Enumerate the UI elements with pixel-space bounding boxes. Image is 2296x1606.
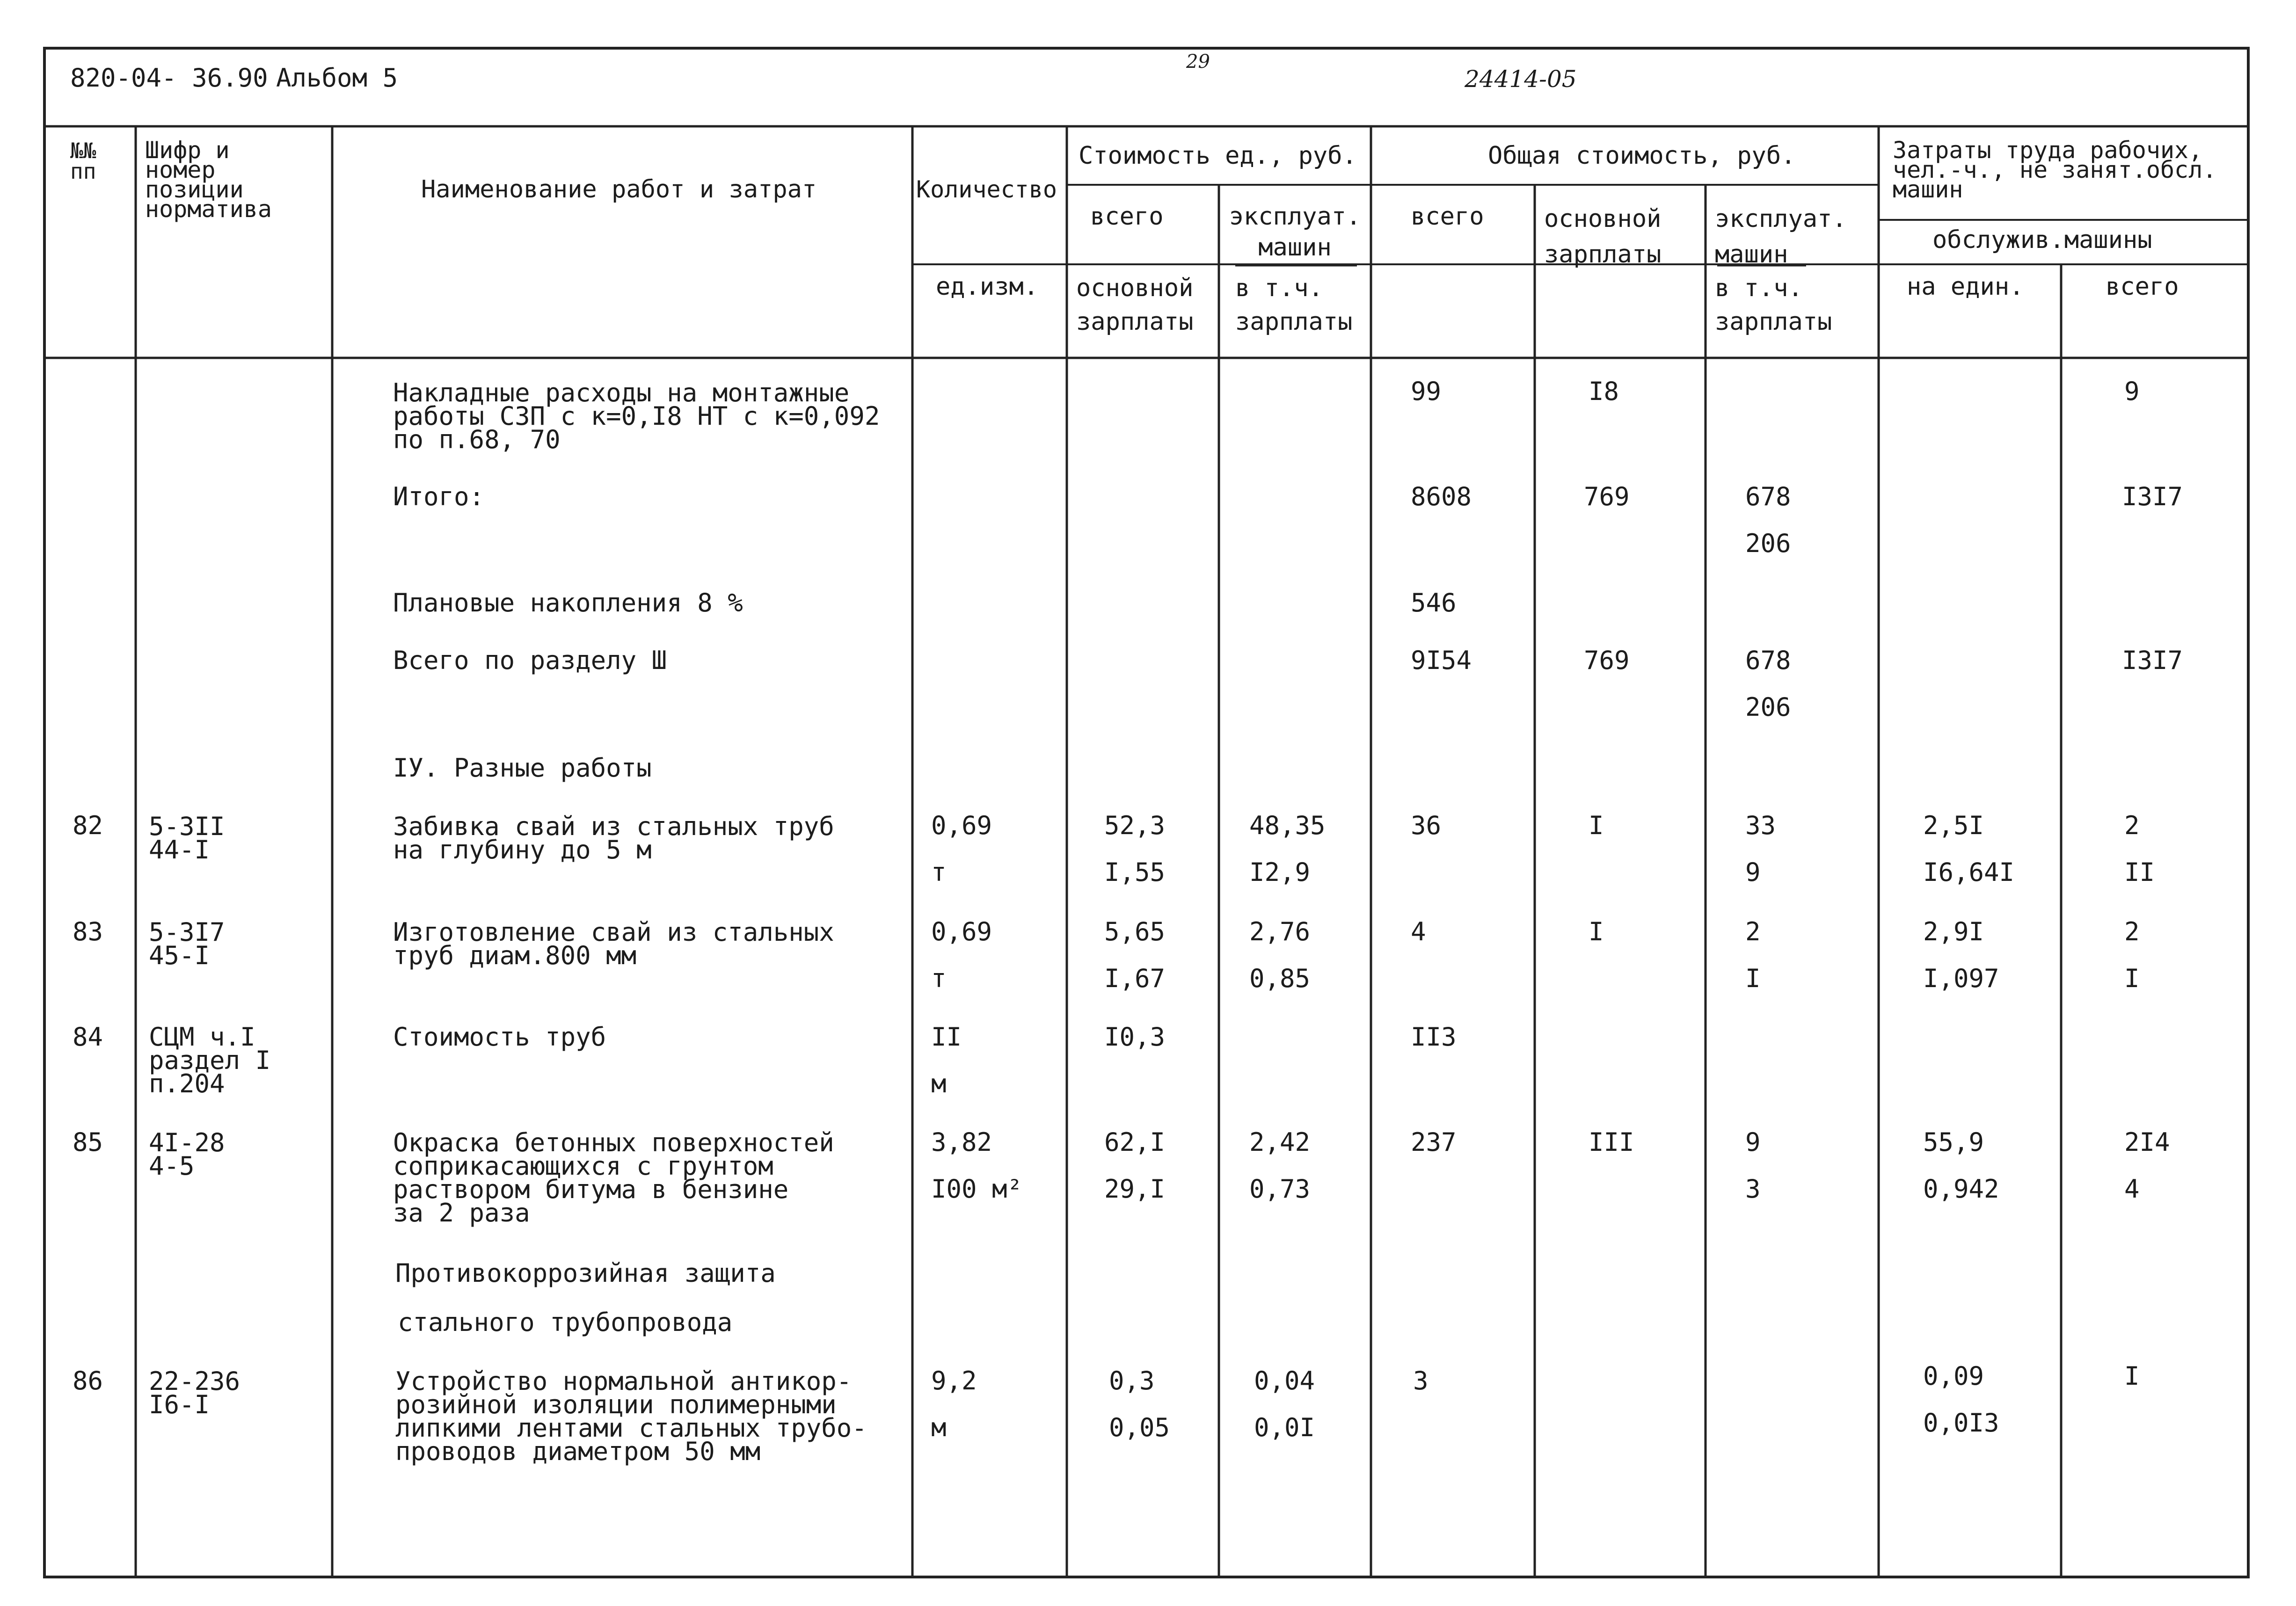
quantity: 3,82 — [931, 1127, 992, 1157]
col-total-basic-wage-header: основной зарплаты — [1544, 205, 1662, 269]
unit-basic-wage: I,55 — [1104, 858, 1166, 887]
album-label: Альбом 5 — [276, 63, 398, 93]
total-basic-wage: I — [1589, 811, 1604, 840]
unit-total: 5,65 — [1104, 917, 1166, 946]
labor-total-service: II — [2124, 858, 2155, 887]
row-number: 83 — [73, 917, 103, 946]
col-labor-per-unit-header: на един. — [1907, 273, 2024, 301]
total-basic-wage: I8 — [1589, 377, 1619, 406]
labor-per-unit: 0,09 — [1923, 1361, 1984, 1391]
labor-per-unit: 2,5I — [1923, 811, 1984, 840]
quantity: 9,2 — [931, 1366, 977, 1395]
row-number: 82 — [73, 811, 103, 840]
labor-per-unit: 55,9 — [1923, 1127, 1984, 1157]
unit-machine: 48,35 — [1249, 811, 1326, 840]
row-name: Накладные расходы на монтажные работы СЗП с к=0,I8 НТ с к=0,092 по п.68, 70 — [393, 378, 880, 454]
col-labor-header: Затраты труда рабочих, чел.-ч., не занят.обсл. машин — [1893, 137, 2217, 203]
row-number: 84 — [73, 1022, 103, 1052]
unit: I00 м² — [931, 1174, 1023, 1204]
col-qty-header: Количество — [916, 176, 1057, 203]
total-all: 237 — [1411, 1127, 1457, 1157]
unit: м — [931, 1069, 947, 1098]
labor-per-unit-service: I6,64I — [1923, 858, 2015, 887]
labor-total: I — [2124, 1361, 2140, 1391]
col-unit-basic-wage-header: основной зарплаты — [1076, 274, 1194, 336]
unit-machine: 2,42 — [1249, 1127, 1311, 1157]
subsection-heading: Противокоррозийная защита — [395, 1258, 776, 1288]
row-name: Окраска бетонных поверхностей соприкасающихся с грунтом раствором битума в бензине за 2 раза — [393, 1128, 834, 1228]
labor-total: 2I4 — [2124, 1127, 2170, 1157]
unit: т — [931, 964, 947, 993]
col-unit-incl-wage-header: в т.ч. зарплаты — [1235, 274, 1353, 336]
col-unit-cost-header: Стоимость ед., руб. — [1079, 142, 1357, 170]
labor-total: 2 — [2124, 917, 2140, 946]
labor-per-unit-service: 0,0I3 — [1923, 1408, 1999, 1438]
labor-total-service: I — [2124, 964, 2140, 993]
total-basic-wage: 769 — [1584, 646, 1630, 675]
col-total-machine-header: эксплуат. машин — [1715, 205, 1847, 269]
total-all: 9I54 — [1411, 646, 1472, 675]
row-code: 5-3I7 45-I — [149, 917, 225, 970]
total-all: 36 — [1411, 811, 1442, 840]
row-name: Плановые накопления 8 % — [393, 588, 743, 618]
total-machine: 678 — [1745, 482, 1791, 511]
labor-per-unit-service: I,097 — [1923, 964, 1999, 993]
total-incl-wage: 3 — [1745, 1174, 1761, 1204]
row-code: 4I-28 4-5 — [149, 1128, 225, 1181]
total-machine: 678 — [1745, 646, 1791, 675]
total-all: 546 — [1411, 588, 1457, 618]
unit-total: 0,3 — [1109, 1366, 1155, 1395]
total-all: 99 — [1411, 377, 1442, 406]
unit: м — [931, 1413, 947, 1442]
row-name: Стоимость труб — [393, 1022, 606, 1052]
unit-incl-wage: 0,0I — [1254, 1413, 1315, 1442]
col-labor-service-header: обслужив.машины — [1932, 226, 2152, 254]
labor-total-service: 4 — [2124, 1174, 2140, 1204]
unit-incl-wage: I2,9 — [1249, 858, 1311, 887]
col-num-header: №№ пп — [70, 138, 96, 184]
col-code-header: Шифр и номер позиции норматива — [145, 137, 272, 223]
quantity: 0,69 — [931, 917, 992, 946]
total-machine: 33 — [1745, 811, 1776, 840]
row-code: 22-236 I6-I — [149, 1366, 241, 1419]
row-name: Забивка свай из стальных труб на глубину до 5 м — [393, 812, 834, 865]
labor-total: I3I7 — [2122, 646, 2183, 675]
unit-basic-wage: 29,I — [1104, 1174, 1166, 1204]
total-basic-wage: I — [1589, 917, 1604, 946]
col-total-all-header: всего — [1411, 203, 1484, 231]
col-name-header: Наименование работ и затрат — [421, 175, 817, 203]
col-unit-machine-header: эксплуат. машин — [1229, 203, 1361, 262]
total-all: 3 — [1413, 1366, 1429, 1395]
unit-machine: 2,76 — [1249, 917, 1311, 946]
labor-total: I3I7 — [2122, 482, 2183, 511]
unit-basic-wage: 0,05 — [1109, 1413, 1170, 1442]
unit-incl-wage: 0,85 — [1249, 964, 1311, 993]
col-unit-header: ед.изм. — [936, 273, 1039, 301]
unit-total: 62,I — [1104, 1127, 1166, 1157]
doc-code: 820-04- 36.90 — [70, 63, 268, 93]
col-total-incl-wage-header: в т.ч. зарплаты — [1715, 274, 1832, 336]
subsection-heading: стального трубопровода — [398, 1308, 733, 1337]
total-machine: 9 — [1745, 1127, 1761, 1157]
unit-total: I0,3 — [1104, 1022, 1166, 1052]
row-name: Устройство нормальной антикор- розийной изоляции полимерными липкими лентами стальных трубо- проводов диаметром 50 мм — [395, 1366, 867, 1466]
labor-per-unit: 2,9I — [1923, 917, 1984, 946]
row-number: 86 — [73, 1366, 103, 1395]
unit-incl-wage: 0,73 — [1249, 1174, 1311, 1204]
unit-total: 52,3 — [1104, 811, 1166, 840]
quantity: II — [931, 1022, 962, 1052]
unit-basic-wage: I,67 — [1104, 964, 1166, 993]
total-incl-wage: 206 — [1745, 692, 1791, 722]
row-name: Всего по разделу Ш — [393, 646, 667, 675]
row-name: Изготовление свай из стальных труб диам.800 мм — [393, 917, 834, 970]
project-number: 24414-05 — [1465, 65, 1577, 93]
total-machine: 2 — [1745, 917, 1761, 946]
labor-total: 9 — [2124, 377, 2140, 406]
section-heading: IУ. Разные работы — [393, 753, 652, 783]
total-all: II3 — [1411, 1022, 1457, 1052]
total-all: 4 — [1411, 917, 1426, 946]
unit-machine: 0,04 — [1254, 1366, 1315, 1395]
row-number: 85 — [73, 1127, 103, 1157]
total-incl-wage: 206 — [1745, 529, 1791, 558]
labor-total: 2 — [2124, 811, 2140, 840]
labor-per-unit-service: 0,942 — [1923, 1174, 1999, 1204]
col-labor-total-header: всего — [2106, 273, 2179, 301]
total-incl-wage: I — [1745, 964, 1761, 993]
quantity: 0,69 — [931, 811, 992, 840]
total-incl-wage: 9 — [1745, 858, 1761, 887]
col-total-cost-header: Общая стоимость, руб. — [1488, 142, 1796, 170]
row-code: СЦМ ч.I раздел I п.204 — [149, 1022, 271, 1098]
total-all: 8608 — [1411, 482, 1472, 511]
row-code: 5-3II 44-I — [149, 812, 225, 865]
col-unit-total-header: всего — [1090, 203, 1164, 231]
total-basic-wage: III — [1589, 1127, 1634, 1157]
page-number: 29 — [1186, 51, 1210, 73]
unit: т — [931, 858, 947, 887]
row-name: Итого: — [393, 482, 485, 511]
total-basic-wage: 769 — [1584, 482, 1630, 511]
